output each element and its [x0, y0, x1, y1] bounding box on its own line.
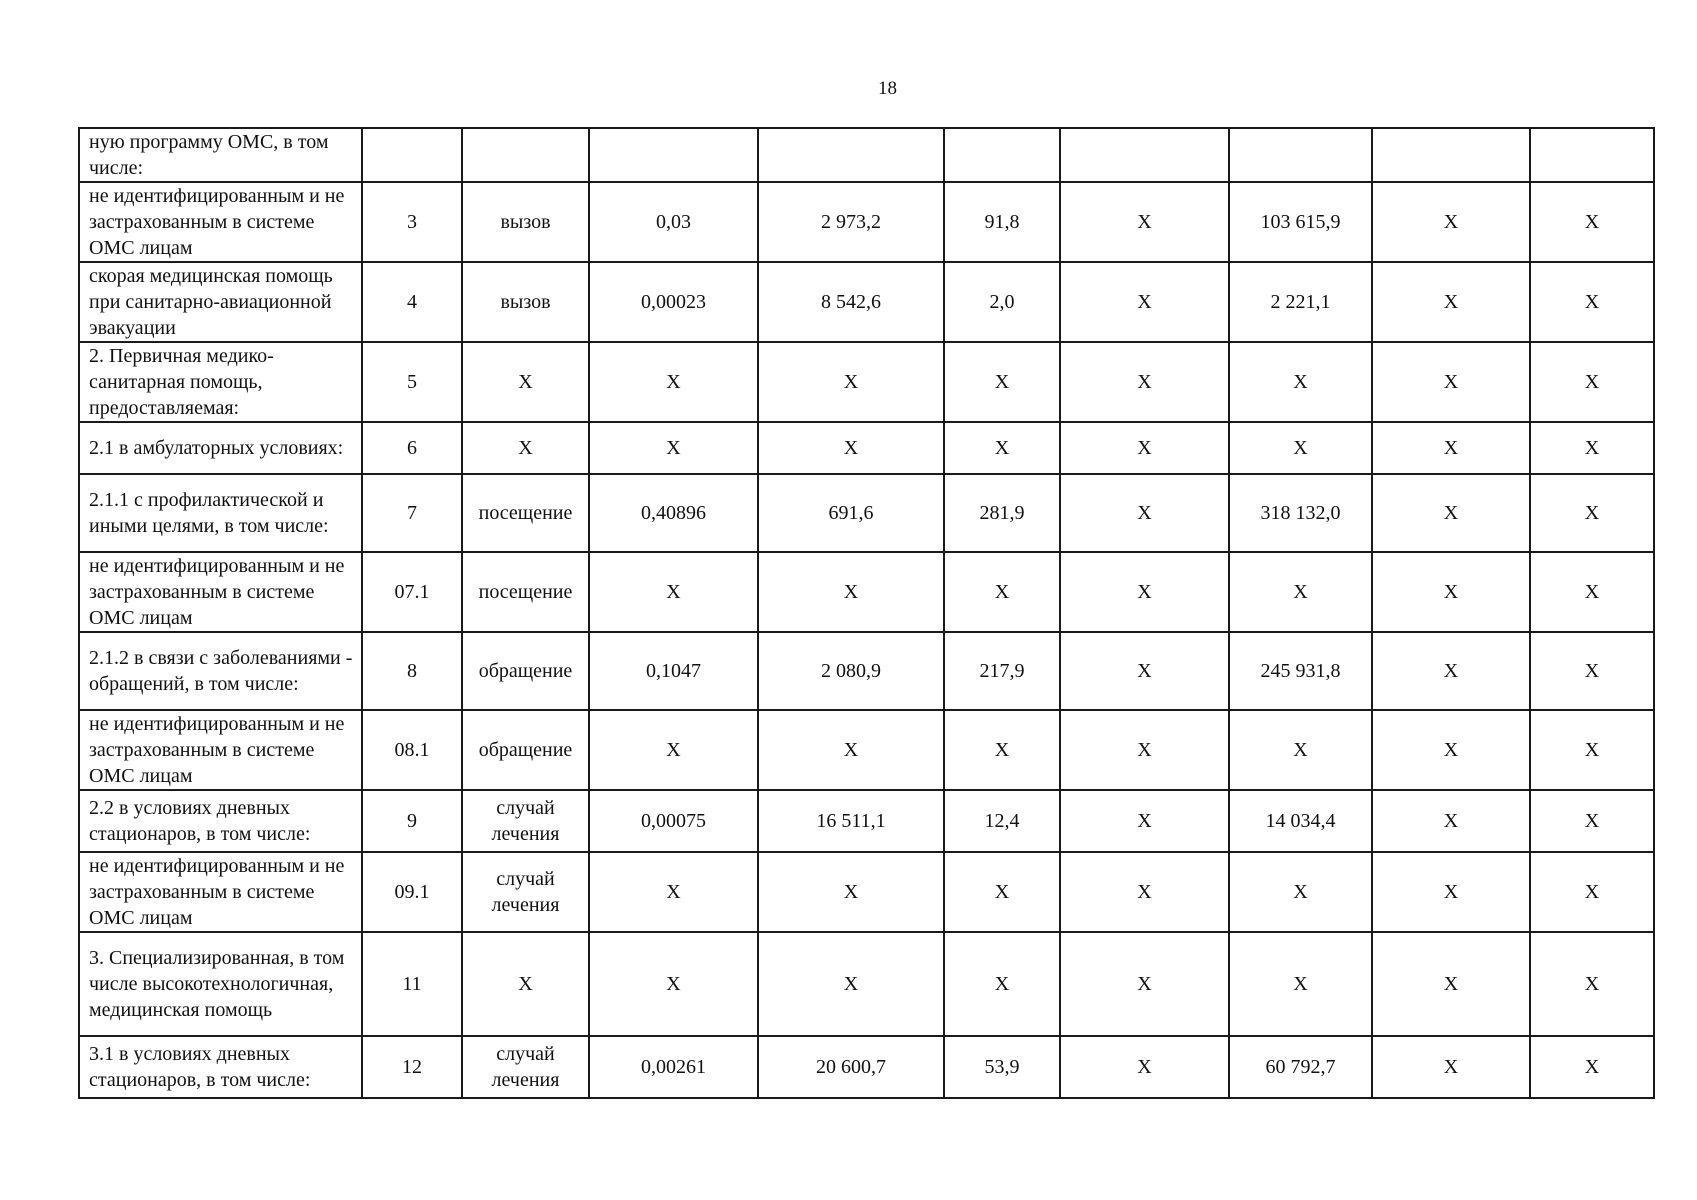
row-col6-cell: X	[1060, 852, 1229, 932]
row-code-cell: 7	[362, 474, 462, 552]
row-col6-cell: X	[1060, 932, 1229, 1036]
row-name-cell: 2.1.1 с профилактической и иными целями, в том числе:	[79, 474, 362, 552]
row-col9-cell: X	[1530, 552, 1654, 632]
row-col9-cell: X	[1530, 474, 1654, 552]
row-col7-cell: X	[1229, 552, 1372, 632]
row-unit-cell: посещение	[462, 474, 589, 552]
row-col8-cell: X	[1372, 262, 1530, 342]
table-row	[79, 790, 1654, 852]
row-col6-cell: X	[1060, 632, 1229, 710]
row-col9-cell: X	[1530, 852, 1654, 932]
row-name-cell: не идентифицированным и не застрахованным в системе ОМС лицам	[79, 710, 362, 790]
row-volume-cell: 0,00075	[589, 790, 758, 852]
row-col7-cell: 245 931,8	[1229, 632, 1372, 710]
row-unit-cell: обращение	[462, 710, 589, 790]
row-col6-cell	[1060, 128, 1229, 182]
row-cost-cell: X	[758, 932, 944, 1036]
row-unit-cell: случай лечения	[462, 790, 589, 852]
row-name-cell: 2.2 в условиях дневных стационаров, в том числе:	[79, 790, 362, 852]
row-per-capita-cell: X	[944, 422, 1060, 474]
row-name-cell: 2. Первичная медико-санитарная помощь, предоставляемая:	[79, 342, 362, 422]
table-row	[79, 632, 1654, 710]
row-volume-cell: 0,1047	[589, 632, 758, 710]
table-row	[79, 1036, 1654, 1098]
row-col8-cell: X	[1372, 790, 1530, 852]
row-cost-cell: 2 973,2	[758, 182, 944, 262]
row-cost-cell	[758, 128, 944, 182]
row-col8-cell: X	[1372, 852, 1530, 932]
row-unit-cell: случай лечения	[462, 852, 589, 932]
row-name-cell: 3. Специализированная, в том числе высокотехнологичная, медицинская помощь	[79, 932, 362, 1036]
row-unit-cell: вызов	[462, 182, 589, 262]
row-col9-cell: X	[1530, 710, 1654, 790]
row-volume-cell: X	[589, 932, 758, 1036]
row-unit-cell: X	[462, 932, 589, 1036]
row-per-capita-cell: X	[944, 342, 1060, 422]
row-unit-cell	[462, 128, 589, 182]
row-col9-cell: X	[1530, 632, 1654, 710]
row-col6-cell: X	[1060, 790, 1229, 852]
row-per-capita-cell: 2,0	[944, 262, 1060, 342]
row-cost-cell: X	[758, 422, 944, 474]
row-col7-cell: 103 615,9	[1229, 182, 1372, 262]
row-col7-cell	[1229, 128, 1372, 182]
row-col6-cell: X	[1060, 342, 1229, 422]
row-col6-cell: X	[1060, 182, 1229, 262]
row-col8-cell: X	[1372, 182, 1530, 262]
row-col8-cell: X	[1372, 342, 1530, 422]
row-col7-cell: X	[1229, 852, 1372, 932]
row-cost-cell: 20 600,7	[758, 1036, 944, 1098]
row-code-cell	[362, 128, 462, 182]
row-unit-cell: случай лечения	[462, 1036, 589, 1098]
table-row	[79, 852, 1654, 932]
row-volume-cell: X	[589, 852, 758, 932]
row-cost-cell: X	[758, 852, 944, 932]
row-col8-cell: X	[1372, 710, 1530, 790]
row-col7-cell: X	[1229, 342, 1372, 422]
row-per-capita-cell: X	[944, 710, 1060, 790]
row-name-cell: 2.1 в амбулаторных условиях:	[79, 422, 362, 474]
table-row	[79, 342, 1654, 422]
row-col6-cell: X	[1060, 1036, 1229, 1098]
row-code-cell: 09.1	[362, 852, 462, 932]
row-col9-cell: X	[1530, 790, 1654, 852]
row-col6-cell: X	[1060, 474, 1229, 552]
row-col7-cell: 14 034,4	[1229, 790, 1372, 852]
row-col7-cell: X	[1229, 422, 1372, 474]
row-cost-cell: 16 511,1	[758, 790, 944, 852]
row-col8-cell	[1372, 128, 1530, 182]
row-volume-cell: 0,03	[589, 182, 758, 262]
row-col8-cell: X	[1372, 632, 1530, 710]
row-name-cell: не идентифицированным и не застрахованным в системе ОМС лицам	[79, 852, 362, 932]
row-per-capita-cell: 53,9	[944, 1036, 1060, 1098]
row-col6-cell: X	[1060, 710, 1229, 790]
row-col9-cell: X	[1530, 422, 1654, 474]
row-code-cell: 12	[362, 1036, 462, 1098]
row-col8-cell: X	[1372, 422, 1530, 474]
table-row	[79, 128, 1654, 182]
row-code-cell: 5	[362, 342, 462, 422]
table-row	[79, 552, 1654, 632]
row-col9-cell: X	[1530, 1036, 1654, 1098]
row-col9-cell: X	[1530, 932, 1654, 1036]
row-per-capita-cell: 281,9	[944, 474, 1060, 552]
row-unit-cell: X	[462, 422, 589, 474]
row-volume-cell: X	[589, 342, 758, 422]
table-row	[79, 182, 1654, 262]
row-volume-cell: X	[589, 710, 758, 790]
row-code-cell: 08.1	[362, 710, 462, 790]
row-name-cell: не идентифицированным и не застрахованным в системе ОМС лицам	[79, 552, 362, 632]
data-table	[78, 127, 1655, 1099]
row-col7-cell: X	[1229, 710, 1372, 790]
row-col6-cell: X	[1060, 262, 1229, 342]
row-volume-cell: 0,00261	[589, 1036, 758, 1098]
row-unit-cell: X	[462, 342, 589, 422]
row-volume-cell	[589, 128, 758, 182]
row-col8-cell: X	[1372, 1036, 1530, 1098]
row-code-cell: 3	[362, 182, 462, 262]
row-col6-cell: X	[1060, 552, 1229, 632]
page-number: 18	[878, 78, 897, 99]
row-cost-cell: 2 080,9	[758, 632, 944, 710]
row-cost-cell: X	[758, 342, 944, 422]
row-col7-cell: X	[1229, 932, 1372, 1036]
row-code-cell: 6	[362, 422, 462, 474]
row-name-cell: скорая медицинская помощь при санитарно-авиационной эвакуации	[79, 262, 362, 342]
row-code-cell: 11	[362, 932, 462, 1036]
row-unit-cell: обращение	[462, 632, 589, 710]
row-col6-cell: X	[1060, 422, 1229, 474]
table-row	[79, 932, 1654, 1036]
table-row	[79, 262, 1654, 342]
row-volume-cell: 0,00023	[589, 262, 758, 342]
row-volume-cell: X	[589, 422, 758, 474]
row-per-capita-cell: X	[944, 852, 1060, 932]
table-row	[79, 422, 1654, 474]
row-name-cell: ную программу ОМС, в том числе:	[79, 128, 362, 182]
row-per-capita-cell	[944, 128, 1060, 182]
row-code-cell: 9	[362, 790, 462, 852]
row-cost-cell: 691,6	[758, 474, 944, 552]
table-row	[79, 474, 1654, 552]
row-per-capita-cell: X	[944, 552, 1060, 632]
row-cost-cell: X	[758, 552, 944, 632]
row-unit-cell: посещение	[462, 552, 589, 632]
row-col7-cell: 60 792,7	[1229, 1036, 1372, 1098]
row-code-cell: 8	[362, 632, 462, 710]
row-col8-cell: X	[1372, 932, 1530, 1036]
row-col9-cell	[1530, 128, 1654, 182]
row-col7-cell: 318 132,0	[1229, 474, 1372, 552]
row-col9-cell: X	[1530, 262, 1654, 342]
row-col8-cell: X	[1372, 474, 1530, 552]
row-name-cell: 2.1.2 в связи с заболеваниями - обращений, в том числе:	[79, 632, 362, 710]
row-per-capita-cell: 91,8	[944, 182, 1060, 262]
row-per-capita-cell: 217,9	[944, 632, 1060, 710]
row-cost-cell: 8 542,6	[758, 262, 944, 342]
row-per-capita-cell: 12,4	[944, 790, 1060, 852]
row-col7-cell: 2 221,1	[1229, 262, 1372, 342]
row-col8-cell: X	[1372, 552, 1530, 632]
row-code-cell: 4	[362, 262, 462, 342]
row-name-cell: не идентифицированным и не застрахованным в системе ОМС лицам	[79, 182, 362, 262]
row-code-cell: 07.1	[362, 552, 462, 632]
row-col9-cell: X	[1530, 342, 1654, 422]
row-volume-cell: X	[589, 552, 758, 632]
row-col9-cell: X	[1530, 182, 1654, 262]
row-volume-cell: 0,40896	[589, 474, 758, 552]
row-per-capita-cell: X	[944, 932, 1060, 1036]
row-cost-cell: X	[758, 710, 944, 790]
table-row	[79, 710, 1654, 790]
row-unit-cell: вызов	[462, 262, 589, 342]
row-name-cell: 3.1 в условиях дневных стационаров, в том числе:	[79, 1036, 362, 1098]
